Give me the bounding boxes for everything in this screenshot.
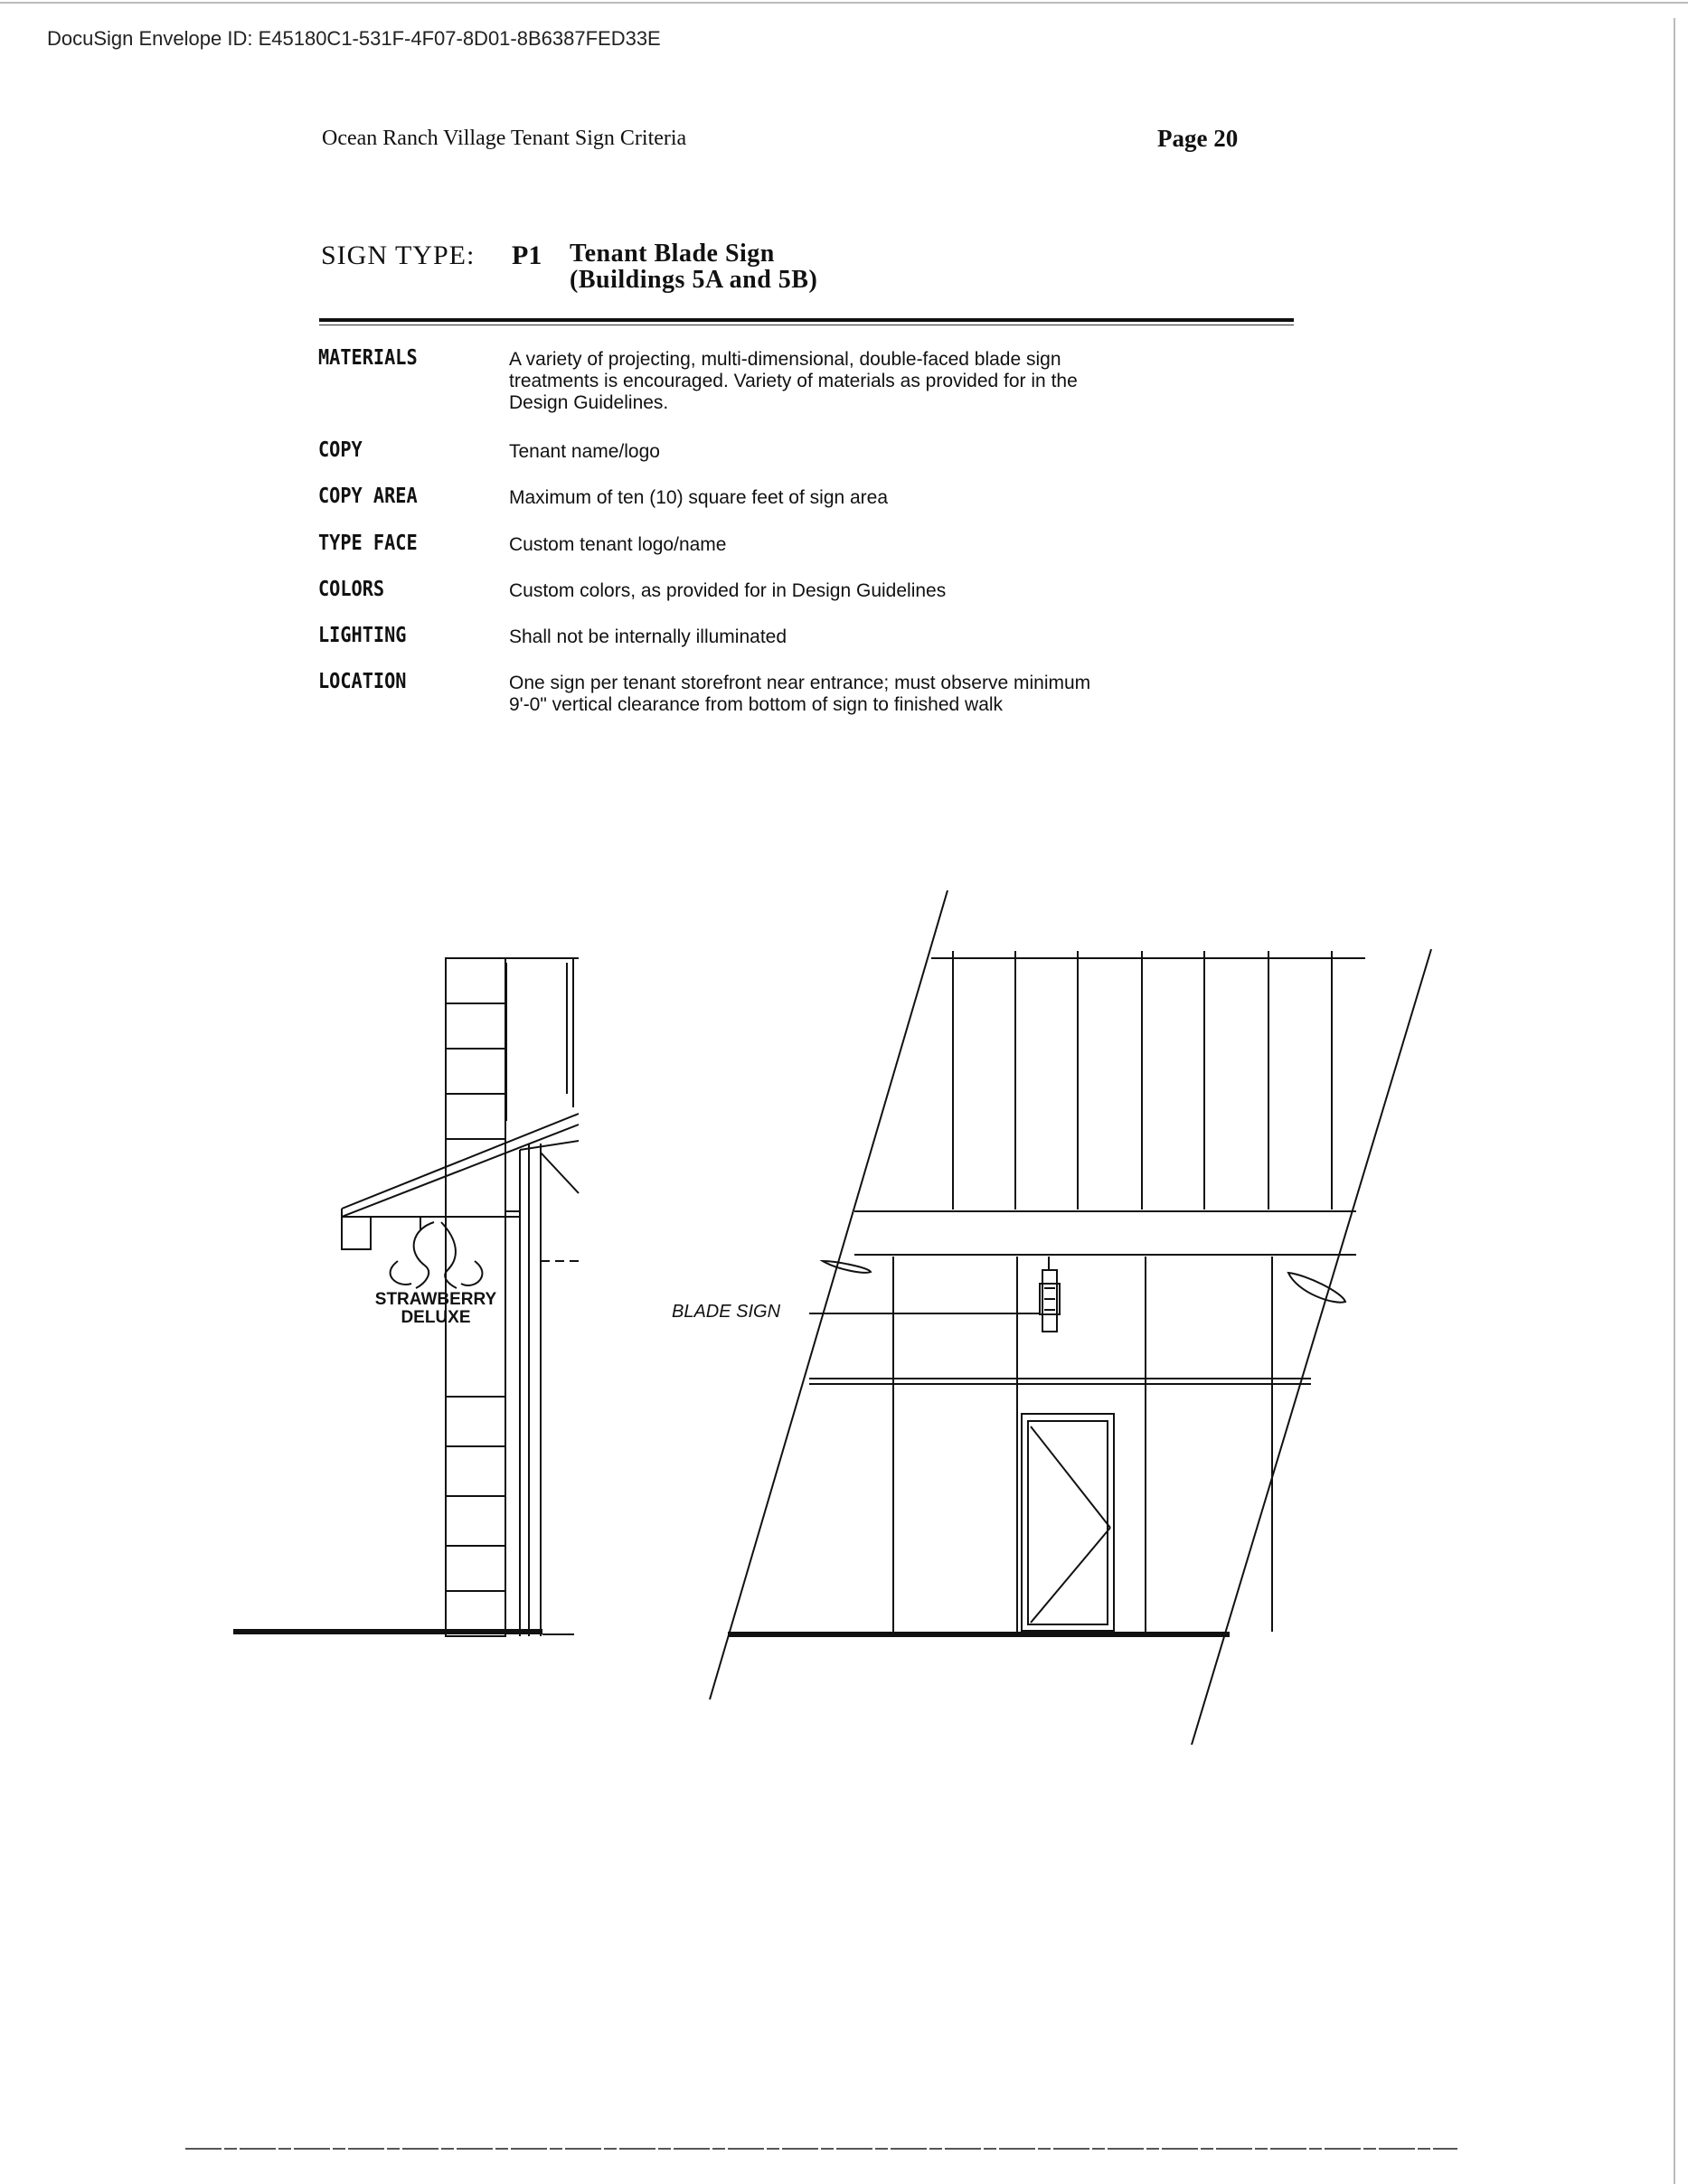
spec-label-lighting: LIGHTING	[318, 624, 407, 647]
envelope-id: DocuSign Envelope ID: E45180C1-531F-4F07-8D01-8B6387FED33E	[47, 27, 661, 50]
tenant-logo	[372, 1291, 500, 1327]
blade-sign-shape	[1042, 1270, 1057, 1332]
page-number: Page 20	[1157, 125, 1239, 152]
spec-label-copy: COPY	[318, 438, 363, 462]
sign-code: P1	[512, 240, 542, 270]
spec-value-lighting: Shall not be internally illuminated	[509, 626, 787, 647]
document-title: Ocean Ranch Village Tenant Sign Criteria	[322, 127, 687, 150]
spec-value-copy-area: Maximum of ten (10) square feet of sign area	[509, 487, 889, 508]
sign-type-label: SIGN TYPE:	[321, 240, 476, 270]
spec-value-type-face: Custom tenant logo/name	[509, 534, 727, 555]
front-elevation	[710, 890, 1431, 1745]
logo-line1: STRAWBERRY	[374, 1290, 497, 1309]
spec-value-copy: Tenant name/logo	[509, 441, 660, 462]
sign-name-line2: (Buildings 5A and 5B)	[570, 266, 818, 294]
spec-label-colors: COLORS	[318, 578, 385, 601]
sign-name-line1: Tenant Blade Sign	[570, 240, 775, 268]
spec-value-location: One sign per tenant storefront near entrance; must observe minimum 9'-0" vertical clearance from bottom of sign to finished walk	[509, 673, 1091, 715]
logo-line2: DELUXE	[401, 1308, 471, 1327]
spec-label-location: LOCATION	[318, 670, 407, 693]
blade-sign-label: BLADE SIGN	[672, 1302, 781, 1322]
spec-label-copy-area: COPY AREA	[318, 485, 418, 508]
spec-label-type-face: TYPE FACE	[318, 532, 418, 555]
spec-label-materials: MATERIALS	[318, 346, 418, 370]
spec-value-materials: A variety of projecting, multi-dimensional, double-faced blade sign treatments is encouraged. Variety of materials as provided for in the Design Guidelines.	[509, 349, 1078, 413]
spec-value-colors: Custom colors, as provided for in Design Guidelines	[509, 580, 947, 601]
